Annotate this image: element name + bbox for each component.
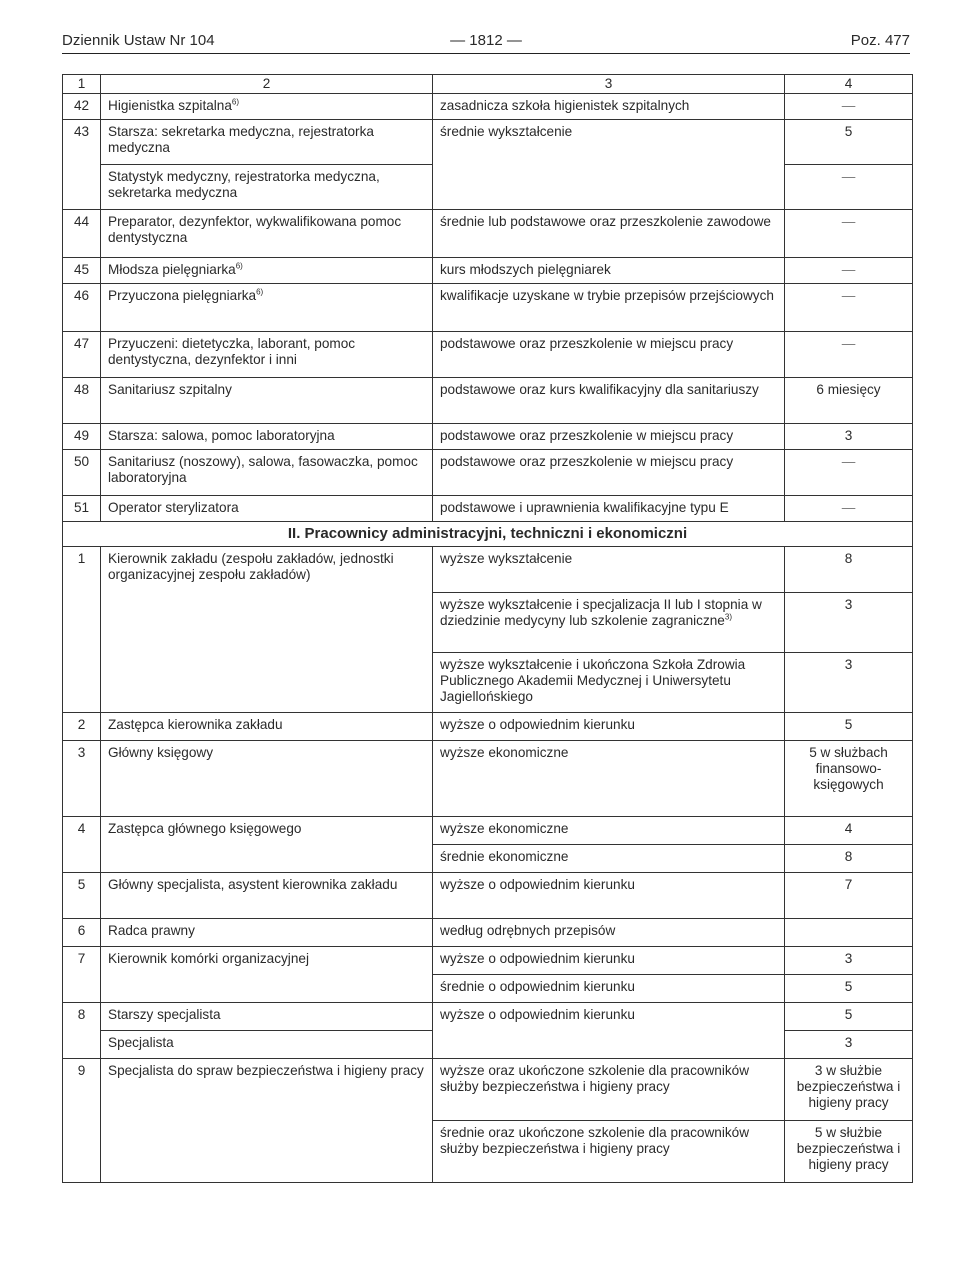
requirement-cell: średnie lub podstawowe oraz przeszkolenie zawodowe [433, 210, 785, 258]
experience-cell: — [785, 165, 913, 210]
experience-cell: 6 miesięcy [785, 378, 913, 424]
experience-cell: 5 [785, 713, 913, 741]
table-row [63, 258, 913, 284]
table-row [63, 424, 913, 450]
requirement-cell: według odrębnych przepisów [433, 919, 785, 947]
table-row [63, 378, 913, 424]
page-header [62, 30, 910, 52]
experience-cell: 7 [785, 873, 913, 919]
row-number: 46 [63, 284, 101, 332]
position-cell: Sanitariusz szpitalny [101, 378, 433, 424]
position-cell: Specjalista do spraw bezpieczeństwa i higieny pracy [101, 1059, 433, 1183]
requirement-cell: zasadnicza szkoła higienistek szpitalnych [433, 94, 785, 120]
table-row [63, 1003, 913, 1031]
position-cell: Główny specjalista, asystent kierownika zakładu [101, 873, 433, 919]
experience-cell: 3 [785, 593, 913, 653]
position-cell: Główny księgowy [101, 741, 433, 817]
table-row [63, 713, 913, 741]
column-header: 4 [785, 75, 913, 94]
requirement-cell: podstawowe oraz kurs kwalifikacyjny dla sanitariuszy [433, 378, 785, 424]
row-number: 3 [63, 741, 101, 817]
position-cell: Zastępca kierownika zakładu [101, 713, 433, 741]
row-number: 44 [63, 210, 101, 258]
position-cell [101, 258, 433, 284]
requirement-cell: wyższe wykształcenie [433, 547, 785, 593]
footnote-ref: 6) [231, 97, 240, 107]
position-cell: Sanitariusz (noszowy), salowa, fasowaczka, pomoc laboratoryjna [101, 450, 433, 496]
experience-cell: — [785, 210, 913, 258]
row-number: 8 [63, 1003, 101, 1059]
row-number: 4 [63, 817, 101, 873]
experience-cell: — [785, 258, 913, 284]
experience-cell [785, 919, 913, 947]
experience-cell: 3 w służbie bezpieczeństwa i higieny pracy [785, 1059, 913, 1121]
position-cell: Kierownik komórki organizacyjnej [101, 947, 433, 1003]
position-cell: Radca prawny [101, 919, 433, 947]
requirement-cell: wyższe o odpowiednim kierunku [433, 873, 785, 919]
column-header-row [63, 75, 913, 94]
requirement-cell: podstawowe oraz przeszkolenie w miejscu pracy [433, 332, 785, 378]
requirement-cell: wyższe wykształcenie i ukończona Szkoła Zdrowia Publicznego Akademii Medycznej i Uniwersytetu Jagiellońskiego [433, 653, 785, 713]
experience-cell: 3 [785, 424, 913, 450]
column-header: 2 [101, 75, 433, 94]
page-number: — 1812 — [450, 32, 522, 49]
experience-cell: 4 [785, 817, 913, 845]
requirement-cell: podstawowe oraz przeszkolenie w miejscu pracy [433, 450, 785, 496]
requirement-cell: kwalifikacje uzyskane w trybie przepisów przejściowych [433, 284, 785, 332]
table-row [63, 817, 913, 845]
experience-cell: 5 w służbie bezpieczeństwa i higieny pracy [785, 1121, 913, 1183]
position-cell: Kierownik zakładu (zespołu zakładów, jednostki organizacyjnej zespołu zakładów) [101, 547, 433, 713]
table-row [63, 741, 913, 817]
requirement-cell: podstawowe i uprawnienia kwalifikacyjne typu E [433, 496, 785, 522]
requirement-cell: wyższe o odpowiednim kierunku [433, 713, 785, 741]
qualification-table [62, 74, 913, 1183]
row-number: 51 [63, 496, 101, 522]
requirement-cell: podstawowe oraz przeszkolenie w miejscu pracy [433, 424, 785, 450]
footnote-ref: 3) [724, 612, 732, 622]
position-cell: Operator sterylizatora [101, 496, 433, 522]
position-name: Przyuczona pielęgniarka [108, 288, 257, 303]
requirement-cell: wyższe ekonomiczne [433, 817, 785, 845]
requirement-cell: wyższe o odpowiednim kierunku [433, 947, 785, 975]
table-row [63, 450, 913, 496]
row-number: 48 [63, 378, 101, 424]
table-row [63, 94, 913, 120]
experience-cell: 5 [785, 1003, 913, 1031]
requirement-cell: średnie wykształcenie [433, 120, 785, 210]
table-row [63, 120, 913, 165]
requirement-cell: kurs młodszych pielęgniarek [433, 258, 785, 284]
position-name: Młodsza pielęgniarka [108, 262, 236, 277]
table-row [63, 547, 913, 593]
table-row [63, 947, 913, 975]
row-number: 5 [63, 873, 101, 919]
position-name: Higienistka szpitalna [108, 98, 232, 113]
table-row [63, 210, 913, 258]
section-heading-row [63, 522, 913, 547]
table-row [63, 1059, 913, 1121]
table-row [63, 919, 913, 947]
position-cell [101, 284, 433, 332]
position-cell: Statystyk medyczny, rejestratorka medyczna, sekretarka medyczna [101, 165, 433, 210]
row-number: 9 [63, 1059, 101, 1183]
footnote-ref: 6) [256, 287, 264, 297]
position-cell: Starsza: sekretarka medyczna, rejestratorka medyczna [101, 120, 433, 165]
row-number: 1 [63, 547, 101, 713]
experience-cell: 3 [785, 653, 913, 713]
row-number: 43 [63, 120, 101, 210]
position-cell: Specjalista [101, 1031, 433, 1059]
experience-cell: 5 [785, 120, 913, 165]
row-number: 45 [63, 258, 101, 284]
position-cell [101, 94, 433, 120]
row-number: 49 [63, 424, 101, 450]
experience-cell: — [785, 496, 913, 522]
requirement-cell: wyższe o odpowiednim kierunku [433, 1003, 785, 1059]
experience-cell: — [785, 94, 913, 120]
header-rule [62, 53, 910, 54]
experience-cell: 5 w służbach finansowo-księgowych [785, 741, 913, 817]
experience-cell: — [785, 284, 913, 332]
row-number: 42 [63, 94, 101, 120]
experience-cell: 8 [785, 845, 913, 873]
position-cell: Preparator, dezynfektor, wykwalifikowana pomoc dentystyczna [101, 210, 433, 258]
position-cell: Przyuczeni: dietetyczka, laborant, pomoc dentystyczna, dezynfektor i inni [101, 332, 433, 378]
experience-cell: 3 [785, 1031, 913, 1059]
requirement-cell: średnie ekonomiczne [433, 845, 785, 873]
position-number: Poz. 477 [850, 32, 910, 49]
section-title: II. Pracownicy administracyjni, techniczni i ekonomiczni [63, 522, 913, 547]
row-number: 6 [63, 919, 101, 947]
footnote-ref: 6) [235, 261, 243, 271]
table-row [63, 332, 913, 378]
requirement-cell: średnie o odpowiednim kierunku [433, 975, 785, 1003]
position-cell: Starsza: salowa, pomoc laboratoryjna [101, 424, 433, 450]
position-cell: Zastępca głównego księgowego [101, 817, 433, 873]
table-row [63, 284, 913, 332]
experience-cell: 5 [785, 975, 913, 1003]
column-header: 3 [433, 75, 785, 94]
experience-cell: 3 [785, 947, 913, 975]
requirement-cell: wyższe ekonomiczne [433, 741, 785, 817]
row-number: 47 [63, 332, 101, 378]
row-number: 7 [63, 947, 101, 1003]
requirement-cell: wyższe oraz ukończone szkolenie dla pracowników służby bezpieczeństwa i higieny pracy [433, 1059, 785, 1121]
column-header: 1 [63, 75, 101, 94]
requirement-cell: średnie oraz ukończone szkolenie dla pracowników służby bezpieczeństwa i higieny pracy [433, 1121, 785, 1183]
row-number: 2 [63, 713, 101, 741]
experience-cell: — [785, 450, 913, 496]
experience-cell: 8 [785, 547, 913, 593]
requirement-cell [433, 593, 785, 653]
table-row [63, 496, 913, 522]
experience-cell: — [785, 332, 913, 378]
requirement-text: wyższe wykształcenie i specjalizacja II lub I stopnia w dziedzinie medycyny lub szkolenie zagraniczne [440, 597, 762, 628]
position-cell: Starszy specjalista [101, 1003, 433, 1031]
journal-title: Dziennik Ustaw Nr 104 [62, 32, 215, 49]
table-row [63, 873, 913, 919]
row-number: 50 [63, 450, 101, 496]
